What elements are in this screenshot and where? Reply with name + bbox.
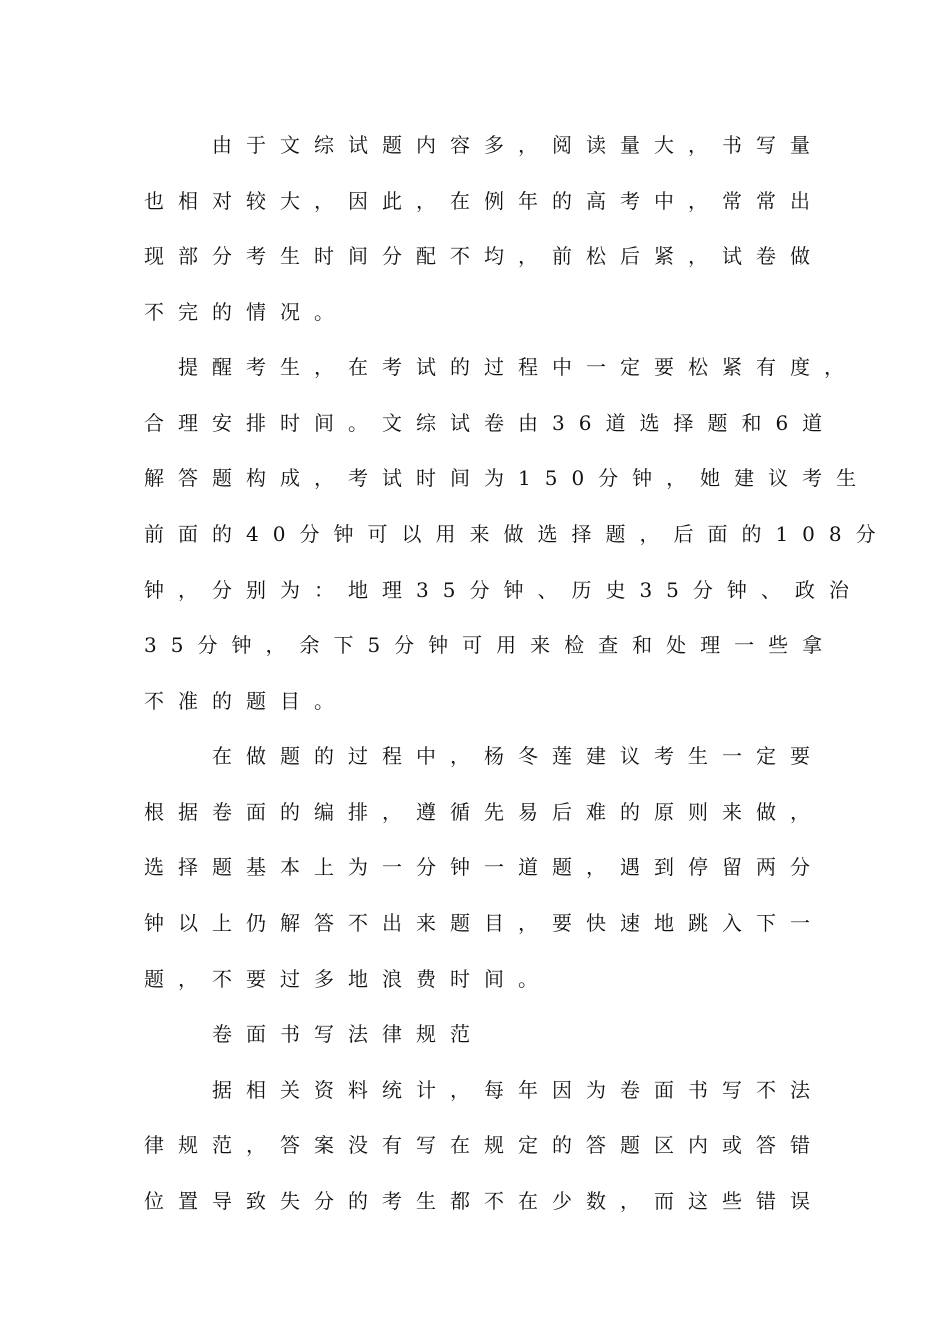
paragraph-line: 不准的题目。 [144, 689, 348, 713]
section-heading: 卷面书写法律规范 [212, 1022, 484, 1046]
paragraph-line: 合理安排时间。文综试卷由36道选择题和6道 [144, 411, 837, 435]
paragraph-line: 根据卷面的编排，遵循先易后难的原则来做， [144, 800, 824, 824]
paragraph-line: 35分钟，余下5分钟可用来检查和处理一些拿 [144, 633, 837, 657]
paragraph-line: 现部分考生时间分配不均，前松后紧，试卷做 [144, 244, 824, 268]
paragraph-line: 解答题构成，考试时间为150分钟，她建议考生 [144, 466, 871, 490]
paragraph-line: 也相对较大，因此，在例年的高考中，常常出 [144, 189, 824, 213]
paragraph-line: 位置导致失分的考生都不在少数，而这些错误 [144, 1189, 824, 1213]
paragraph-line: 题，不要过多地浪费时间。 [144, 967, 552, 991]
paragraph-line: 不完的情况。 [144, 300, 348, 324]
paragraph-line: 钟，分别为：地理35分钟、历史35分钟、政治 [144, 578, 863, 602]
paragraph-line: 据相关资料统计，每年因为卷面书写不法 [212, 1078, 824, 1102]
paragraph-line: 律规范，答案没有写在规定的答题区内或答错 [144, 1133, 824, 1157]
paragraph-line: 前面的40分钟可以用来做选择题，后面的108分 [144, 522, 890, 546]
paragraph-line: 在做题的过程中，杨冬莲建议考生一定要 [212, 744, 824, 768]
paragraph-line: 由于文综试题内容多，阅读量大，书写量 [212, 133, 824, 157]
paragraph-line: 钟以上仍解答不出来题目，要快速地跳入下一 [144, 911, 824, 935]
paragraph-line: 提醒考生，在考试的过程中一定要松紧有度， [178, 355, 858, 379]
paragraph-line: 选择题基本上为一分钟一道题，遇到停留两分 [144, 855, 824, 879]
